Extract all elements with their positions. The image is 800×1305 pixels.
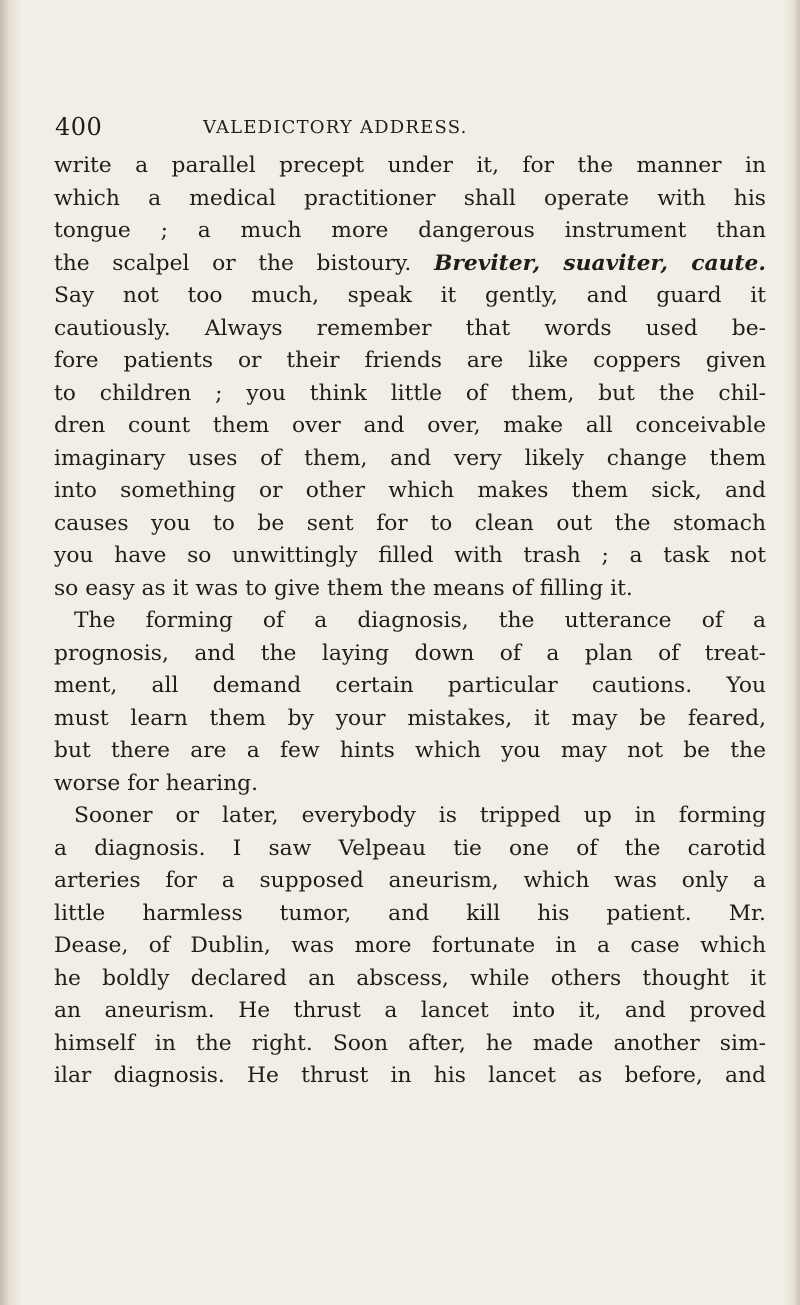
text-line: write a parallel precept under it, for the manner in (54, 153, 766, 178)
text-line: fore patients or their friends are like coppers given (54, 348, 766, 373)
text-line: dren count them over and over, make all conceivable (54, 413, 766, 438)
text-line: causes you to be sent for to clean out the stomach (54, 510, 766, 536)
text-line: himself in the right. Soon after, he made another sim- (54, 1030, 766, 1056)
text-line: he boldly declared an abscess, while others thought it (54, 965, 766, 991)
text-line: you have so unwittingly filled with trash ; a task not (54, 543, 766, 568)
text-line: Sooner or later, everybody is tripped up in forming (74, 803, 766, 828)
text-segment: the scalpel or the bistoury. (54, 250, 412, 276)
page-number: 400 (55, 113, 103, 141)
text-line: which a medical practitioner shall operate with his (54, 185, 766, 211)
text-line: tongue ; a much more dangerous instrument than (54, 218, 766, 243)
body-text (54, 150, 766, 1093)
latin-phrase: Breviter, suaviter, caute. (433, 250, 766, 276)
text-line: The forming of a diagnosis, the utterance of a (74, 608, 766, 633)
text-line: into something or other which makes them sick, and (54, 478, 766, 503)
text-line: ment, all demand certain particular cautions. You (54, 673, 766, 698)
text-line: but there are a few hints which you may not be the (54, 738, 766, 763)
text-line: arteries for a supposed aneurism, which was only a (54, 868, 766, 893)
running-head (55, 113, 760, 143)
text-line: Dease, of Dublin, was more fortunate in a case which (54, 933, 766, 958)
text-line: a diagnosis. I saw Velpeau tie one of the carotid (54, 835, 766, 861)
running-title: VALEDICTORY ADDRESS. (203, 117, 468, 138)
text-line: imaginary uses of them, and very likely change them (54, 445, 766, 471)
text-line: cautiously. Always remember that words used be- (54, 315, 766, 341)
text-line: to children ; you think little of them, but the chil- (54, 380, 766, 406)
text-line: worse for hearing. (54, 770, 258, 796)
text-line: so easy as it was to give them the means of filling it. (54, 575, 633, 601)
text-line: ilar diagnosis. He thrust in his lancet as before, and (54, 1063, 766, 1088)
text-line: Say not too much, speak it gently, and guard it (54, 283, 766, 308)
text-line: an aneurism. He thrust a lancet into it, and proved (54, 998, 766, 1023)
text-line: must learn them by your mistakes, it may be feared, (54, 705, 766, 731)
text-line: prognosis, and the laying down of a plan of treat- (54, 640, 766, 666)
text-line (54, 248, 766, 281)
text-line: little harmless tumor, and kill his patient. Mr. (54, 900, 766, 926)
